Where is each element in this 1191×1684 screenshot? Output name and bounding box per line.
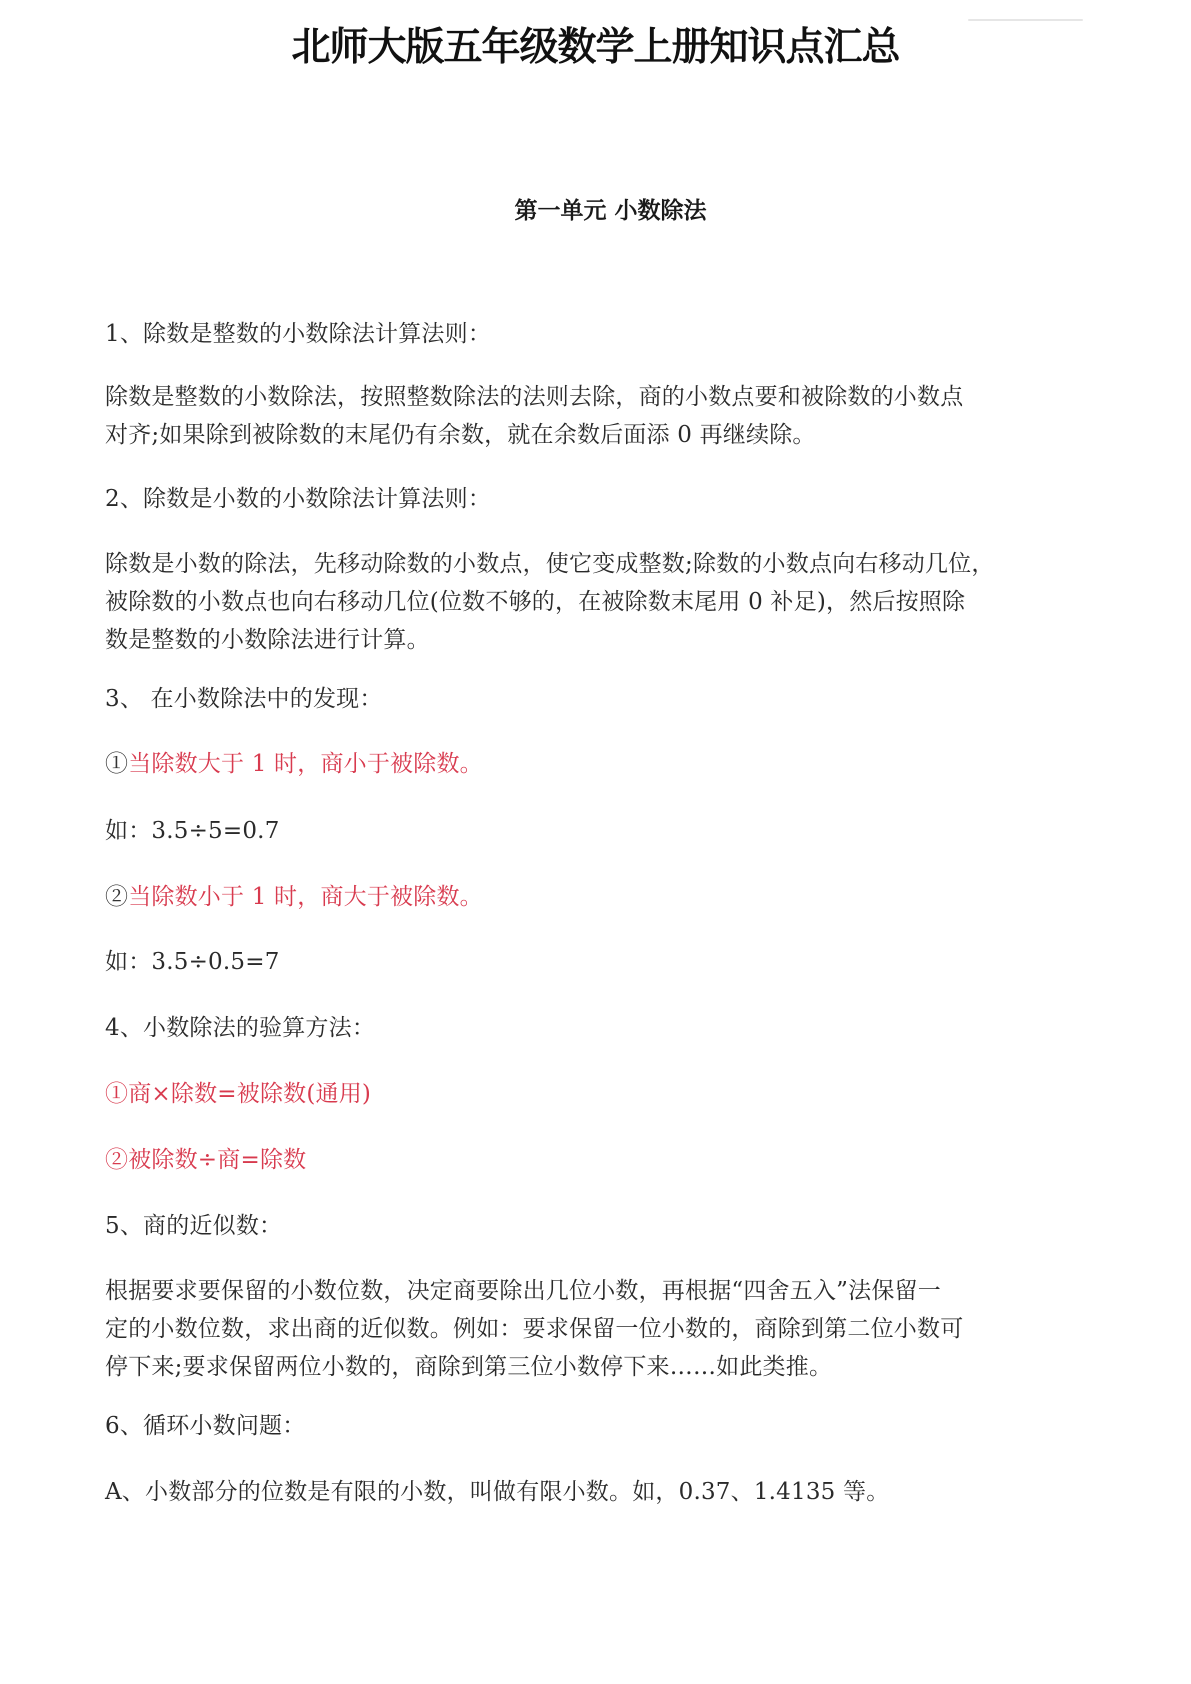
body-line: 根据要求要保留的小数位数，决定商要除出几位小数，再根据“四舍五入”法保留一	[105, 1278, 941, 1304]
example-line: 如：3.5÷5=0.7	[105, 818, 280, 844]
section-6-heading: 6、循环小数问题：	[105, 1413, 306, 1439]
section-3-heading: 3、 在小数除法中的发现：	[105, 686, 383, 712]
section-1-heading: 1、除数是整数的小数除法计算法则：	[105, 321, 492, 347]
rule-item	[105, 1075, 1125, 1113]
section-1-body	[105, 378, 1125, 454]
scan-artifact-line	[968, 19, 1083, 21]
highlighted-rule-text: 商×除数=被除数(通用)	[128, 1081, 372, 1107]
rule-item	[105, 878, 1125, 916]
body-line: 定的小数位数，求出商的近似数。例如：要求保留一位小数的，商除到第二位小数可	[105, 1316, 964, 1342]
circled-number-marker: ①	[105, 751, 129, 777]
circled-number-marker: ②	[105, 884, 129, 910]
circled-number-marker: ①	[105, 1081, 129, 1107]
example-line: 如：3.5÷0.5=7	[105, 949, 280, 975]
rule-item	[105, 745, 1125, 783]
body-line: A、小数部分的位数是有限的小数，叫做有限小数。如，0.37、1.4135 等。	[105, 1479, 890, 1505]
document-title: 北师大版五年级数学上册知识点汇总	[291, 25, 900, 70]
highlighted-rule-text: 当除数大于 1 时，商小于被除数。	[128, 751, 483, 777]
unit-title: 第一单元 小数除法	[514, 198, 707, 224]
circled-number-marker: ②	[105, 1147, 129, 1173]
body-line: 除数是整数的小数除法，按照整数除法的法则去除，商的小数点要和被除数的小数点	[105, 384, 964, 410]
body-line: 被除数的小数点也向右移动几位(位数不够的，在被除数末尾用 0 补足)，然后按照除	[105, 589, 966, 615]
body-line: 除数是小数的除法，先移动除数的小数点，使它变成整数;除数的小数点向右移动几位，	[105, 551, 995, 577]
section-2-body	[105, 545, 1125, 659]
body-line: 停下来;要求保留两位小数的，商除到第三位小数停下来……如此类推。	[105, 1354, 833, 1380]
body-line: 数是整数的小数除法进行计算。	[105, 627, 430, 653]
section-2-heading: 2、除数是小数的小数除法计算法则：	[105, 486, 492, 512]
section-5-body	[105, 1272, 1125, 1386]
rule-item	[105, 1141, 1125, 1179]
highlighted-rule-text: 被除数÷商=除数	[128, 1147, 307, 1173]
section-6-body	[105, 1473, 1125, 1511]
section-5-heading: 5、商的近似数：	[105, 1213, 283, 1239]
section-4-heading: 4、小数除法的验算方法：	[105, 1015, 376, 1041]
highlighted-rule-text: 当除数小于 1 时，商大于被除数。	[128, 884, 483, 910]
body-line: 对齐;如果除到被除数的末尾仍有余数，就在余数后面添 0 再继续除。	[105, 422, 816, 448]
